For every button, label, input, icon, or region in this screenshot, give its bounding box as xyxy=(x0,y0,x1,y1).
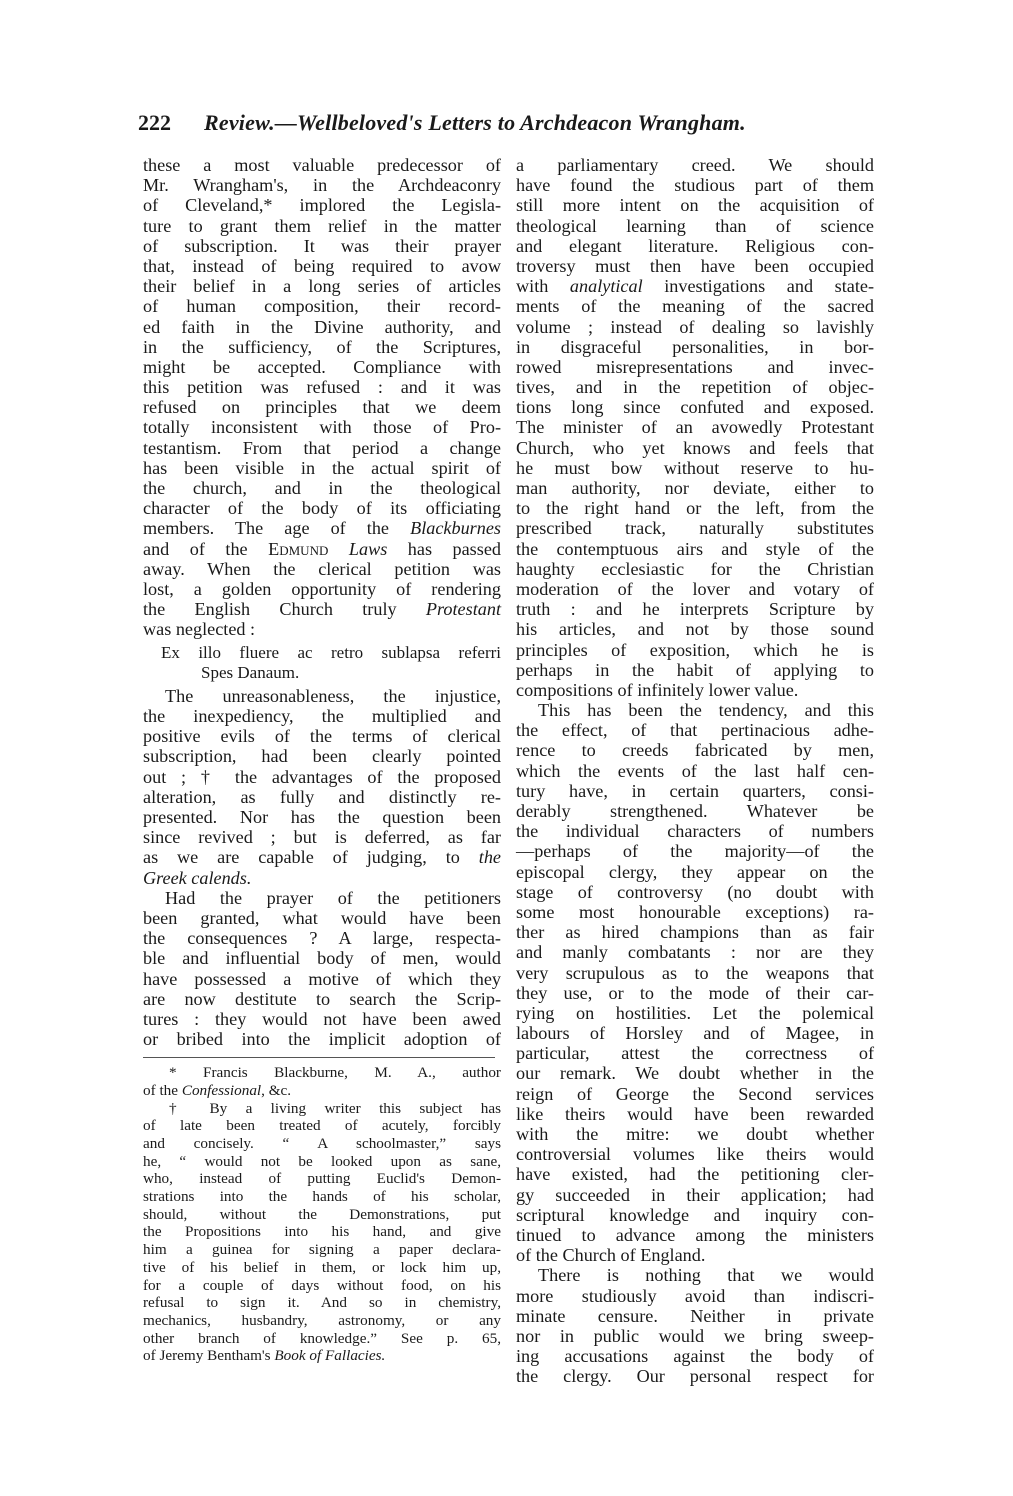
text-line: labours of Horsley and of Magee, in xyxy=(516,1023,874,1044)
text-line xyxy=(516,276,874,296)
text-line: ed faith in the Divine authority, and xyxy=(143,316,501,337)
text-line: refused on principles that we deem xyxy=(143,397,501,418)
text-line xyxy=(143,599,501,619)
footnote-line: * Francis Blackburne, M. A., author xyxy=(169,1064,501,1082)
italic-term: the xyxy=(478,847,501,868)
text-line: haughty ecclesiastic for the Christian xyxy=(516,558,874,579)
paragraph-right-3 xyxy=(516,1265,874,1386)
text-line: more studiously avoid than indiscri- xyxy=(516,1285,874,1306)
text-line: these a most valuable predecessor of xyxy=(143,155,501,175)
page-number: 222 xyxy=(138,110,171,135)
text-line: rowed misrepresentations and invec- xyxy=(516,356,874,377)
text-line: particular, attest the correctness of xyxy=(516,1043,874,1064)
text-line: have found the studious part of them xyxy=(516,175,874,196)
text-line: nor in public would we bring sweep- xyxy=(516,1325,874,1346)
text-line xyxy=(143,868,501,888)
text-line: and manly combatants : nor are they xyxy=(516,942,874,963)
footnote-line: other branch of knowledge.” See p. 65, xyxy=(143,1329,501,1347)
footnote-line: † By a living writer this subject has xyxy=(169,1099,501,1117)
text-line: derably strengthened. Whatever be xyxy=(516,801,874,821)
text-line: gy succeeded in their application; had xyxy=(516,1184,874,1205)
footnote-line xyxy=(143,1347,501,1365)
paragraph-right-1 xyxy=(516,155,874,700)
text-line: since revived ; but is deferred, as far xyxy=(143,827,501,848)
text-line: they use, or to the mode of their car- xyxy=(516,982,874,1003)
text-line: Mr. Wrangham's, in the Archdeaconry xyxy=(143,175,501,196)
text-line: principles of exposition, which he is xyxy=(516,639,874,660)
text-line: episcopal clergy, they appear on the xyxy=(516,861,874,882)
text-line: ture to grant them relief in the matter xyxy=(143,215,501,236)
text-line: ble and influential body of men, would xyxy=(143,948,501,969)
footnote-line: the Propositions into his hand, and give xyxy=(143,1223,501,1241)
text-line: the church, and in the theological xyxy=(143,478,501,498)
text-line: the inexpediency, the multiplied and xyxy=(143,706,501,727)
text-segment: as we are capable of judging, to xyxy=(143,847,479,868)
text-line: out ; † the advantages of the proposed xyxy=(143,766,501,787)
text-line: of the Church of England. xyxy=(516,1245,706,1266)
footnote-line xyxy=(143,1082,501,1100)
footnote-line: refusal to sign it. And so in chemistry, xyxy=(143,1294,501,1312)
text-line: in disgraceful personalities, in bor- xyxy=(516,336,874,357)
text-line: scriptural knowledge and inquiry con- xyxy=(516,1204,874,1225)
text-line: volume ; instead of dealing so lavishly xyxy=(516,316,874,337)
text-line: the contemptuous airs and style of the xyxy=(516,538,874,559)
text-line: totally inconsistent with those of Pro- xyxy=(143,417,501,438)
text-line: of Cleveland,* implored the Legisla- xyxy=(143,195,501,216)
text-line: rying on hostilities. Let the polemical xyxy=(516,1002,874,1023)
footnote-line: of late been treated of acutely, forcibly xyxy=(143,1117,501,1135)
text-line: theological learning than of science xyxy=(516,215,874,236)
text-line: was neglected : xyxy=(143,619,256,640)
paragraph-left-2 xyxy=(143,686,501,888)
text-line: of subscription. It was their prayer xyxy=(143,235,501,256)
text-line: tures : they would not have been awed xyxy=(143,1008,501,1029)
paragraph-left-1 xyxy=(143,155,501,640)
text-line: prescribed track, naturally substitutes xyxy=(516,518,874,539)
text-line: subscription, had been clearly pointed xyxy=(143,746,501,767)
text-segment: , &c. xyxy=(261,1081,292,1099)
text-line: the clergy. Our personal respect for xyxy=(516,1366,874,1387)
text-line: There is nothing that we would xyxy=(538,1265,874,1286)
text-line: his articles, and not by those sound xyxy=(516,619,874,640)
text-line: The unreasonableness, the injustice, xyxy=(165,685,501,706)
text-line: might be accepted. Compliance with xyxy=(143,356,501,377)
text-line: tury have, in certain quarters, consi- xyxy=(516,780,874,801)
text-line: rence to creeds fabricated by men, xyxy=(516,740,874,761)
text-line: like theirs would have been rewarded xyxy=(516,1103,874,1124)
text-segment: with xyxy=(516,276,570,297)
footnote-line: who, instead of putting Euclid's Demon- xyxy=(143,1170,501,1188)
quote-line: Ex illo fluere ac retro sublapsa referri xyxy=(161,642,501,662)
text-line: truth : and he interprets Scripture by xyxy=(516,599,874,620)
text-line: are now destitute to search the Scrip- xyxy=(143,988,501,1009)
text-line: ments of the meaning of the sacred xyxy=(516,296,874,317)
text-line: to the right hand or the left, from the xyxy=(516,498,874,519)
quote-line: Spes Danaum. xyxy=(201,662,300,682)
footnote-line: him a guinea for signing a paper declara- xyxy=(143,1241,501,1259)
text-line: reign of George the Second services xyxy=(516,1083,874,1104)
paragraph-right-2 xyxy=(516,700,874,1265)
text-line: which the events of the last half cen- xyxy=(516,760,874,781)
text-line: been granted, what would have been xyxy=(143,907,501,928)
text-line: ther as hired champions than as fair xyxy=(516,922,874,943)
text-line: controversial volumes like theirs would xyxy=(516,1144,874,1165)
footnote-line: mechanics, husbandry, astronomy, or any xyxy=(143,1311,501,1329)
footnote-line: he, “ would not be looked upon as sane, xyxy=(143,1152,501,1170)
latin-quotation xyxy=(143,643,501,683)
text-line: some most honourable exceptions) ra- xyxy=(516,901,874,922)
text-line: have possessed a motive of which they xyxy=(143,968,501,989)
text-line: character of the body of its officiating xyxy=(143,498,501,519)
text-line: —perhaps of the majority—of the xyxy=(516,841,874,862)
left-column xyxy=(143,155,501,1365)
text-line: tions long since confuted and exposed. xyxy=(516,397,874,418)
text-line: testantism. From that period a change xyxy=(143,437,501,458)
text-line: This has been the tendency, and this xyxy=(538,700,874,721)
paragraph-left-3 xyxy=(143,888,501,1050)
text-line: presented. Nor has the question been xyxy=(143,807,501,827)
text-segment: has passed xyxy=(387,538,502,559)
footnote-line: tive of his belief in them, or lock him up, xyxy=(143,1258,501,1276)
footnote-line: should, without the Demonstrations, put xyxy=(143,1205,501,1223)
text-line xyxy=(143,847,501,867)
text-line: the individual characters of numbers xyxy=(516,821,874,842)
text-segment: investigations and state- xyxy=(642,276,874,297)
text-line: and elegant literature. Religious con- xyxy=(516,235,874,256)
italic-term: Book of Fallacies. xyxy=(274,1347,386,1365)
italic-term: Confessional xyxy=(181,1081,262,1099)
text-line: away. When the clerical petition was xyxy=(143,558,501,579)
text-line: with the mitre: we doubt whether xyxy=(516,1124,874,1144)
text-segment: of Jeremy Bentham's xyxy=(143,1347,275,1365)
footnote-line: strations into the hands of his scholar, xyxy=(143,1188,501,1206)
text-line: stage of controversy (no doubt with xyxy=(516,881,874,902)
italic-term: Greek calends. xyxy=(143,867,252,888)
text-line: Had the prayer of the petitioners xyxy=(165,887,501,908)
text-line: positive evils of the terms of clerical xyxy=(143,726,501,747)
right-column xyxy=(516,155,874,1386)
italic-term: Blackburnes xyxy=(410,518,501,539)
text-line: Church, who yet knows and feels that xyxy=(516,437,874,458)
text-line: alteration, as fully and distinctly re- xyxy=(143,786,501,807)
footnote-divider xyxy=(143,1057,495,1058)
running-header xyxy=(138,110,878,140)
running-title: Review.—Wellbeloved's Letters to Archdeacon Wrangham. xyxy=(204,110,746,135)
text-line: The minister of an avowedly Protestant xyxy=(516,417,874,438)
text-line: a parliamentary creed. We should xyxy=(516,155,874,175)
text-line: their belief in a long series of articles xyxy=(143,276,501,297)
text-line: the effect, of that pertinacious adhe- xyxy=(516,720,874,741)
text-line: moderation of the lover and votary of xyxy=(516,578,874,599)
text-segment: members. The age of the xyxy=(143,518,411,539)
text-line: that, instead of being required to avow xyxy=(143,255,501,276)
italic-term: Laws xyxy=(348,538,388,559)
text-line: lost, a golden opportunity of rendering xyxy=(143,578,501,599)
text-line: of human composition, their record- xyxy=(143,296,501,317)
italic-term: analytical xyxy=(569,276,643,297)
text-line: tinued to advance among the ministers xyxy=(516,1224,874,1245)
footnote-line: for a couple of days without food, on his xyxy=(143,1276,501,1294)
text-line: or bribed into the implicit adoption of xyxy=(143,1029,501,1050)
text-line: still more intent on the acquisition of xyxy=(516,195,874,216)
text-line: very scrupulous as to the weapons that xyxy=(516,962,874,983)
text-line: man authority, nor deviate, either to xyxy=(516,478,874,498)
text-line xyxy=(143,518,501,538)
italic-term: Protestant xyxy=(425,599,501,620)
text-line: tives, and in the repetition of objec- xyxy=(516,377,874,398)
text-line: have existed, had the petitioning cler- xyxy=(516,1164,874,1185)
small-caps-name: Edmund xyxy=(268,538,329,559)
text-line: this petition was refused : and it was xyxy=(143,377,501,398)
text-line: perhaps in the habit of applying to xyxy=(516,659,874,680)
text-line: in the sufficiency, of the Scriptures, xyxy=(143,336,501,357)
footnotes xyxy=(143,1064,501,1365)
text-line: has been visible in the actual spirit of xyxy=(143,457,501,478)
text-line: he must bow without reserve to hu- xyxy=(516,457,874,478)
text-segment: of the xyxy=(143,1081,182,1099)
text-line: the consequences ? A large, respecta- xyxy=(143,928,501,949)
text-line: minate censure. Neither in private xyxy=(516,1305,874,1326)
footnote-line: and concisely. “ A schoolmaster,” says xyxy=(143,1135,501,1152)
text-line: troversy must then have been occupied xyxy=(516,255,874,276)
text-line: ing accusations against the body of xyxy=(516,1346,874,1367)
text-segment: the English Church truly xyxy=(143,599,426,620)
text-segment: and of the xyxy=(143,538,269,559)
text-line: our remark. We doubt whether in the xyxy=(516,1063,874,1084)
text-line: compositions of infinitely lower value. xyxy=(516,679,799,700)
text-line xyxy=(143,539,501,559)
